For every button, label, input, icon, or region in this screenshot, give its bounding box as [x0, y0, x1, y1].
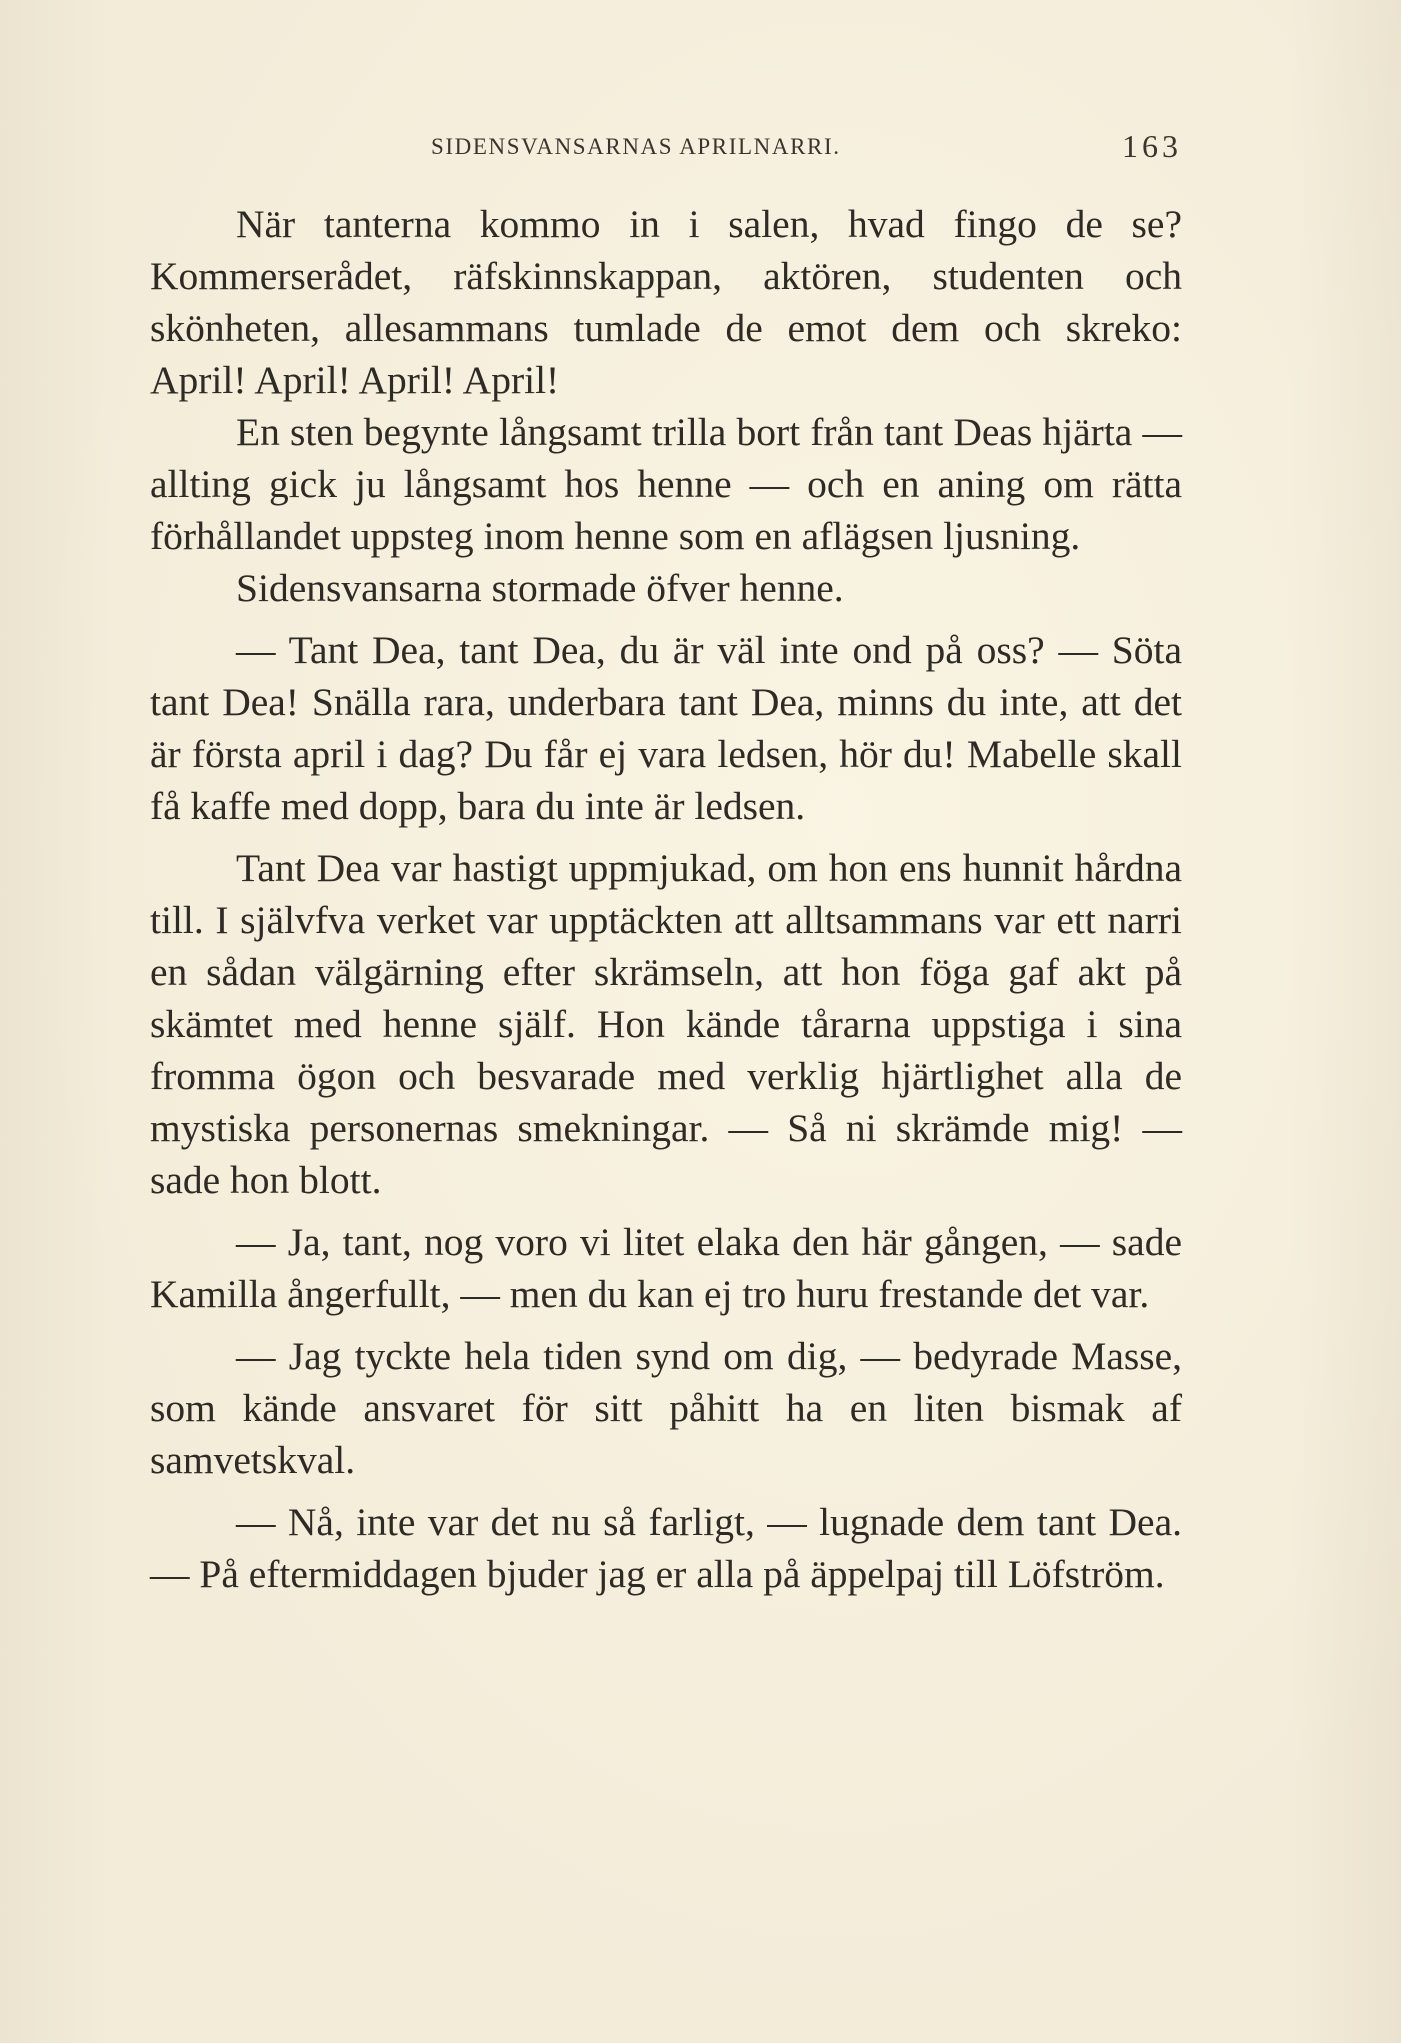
- paragraph-4: — Tant Dea, tant Dea, du är väl inte ond på oss? — Söta tant Dea! Snälla rara, underbara tant Dea, minns du inte, att det är första april i dag? Du får ej vara ledsen, hör du! Mabelle skall få kaffe med dopp, bara du inte är ledsen.: [150, 628, 1182, 828]
- running-head: [150, 128, 1182, 174]
- running-title: SIDENSVANSARNAS APRILNARRI.: [431, 134, 841, 159]
- body-text: [150, 198, 1182, 1600]
- page-number: 163: [1122, 128, 1182, 164]
- paragraph-6: — Ja, tant, nog voro vi litet elaka den här gången, — sade Kamilla ångerfullt, — men du kan ej tro huru frestande det var.: [150, 1220, 1182, 1316]
- paragraph-5: Tant Dea var hastigt uppmjukad, om hon ens hunnit hårdna till. I självfva verket var upptäckten att alltsammans var ett narri en sådan välgärning efter skrämseln, att hon föga gaf akt på skämtet med henne själf. Hon kände tårarna uppstiga i sina fromma ögon och besvarade med verklig hjärtlighet alla de mystiska personernas smekningar. — Så ni skrämde mig! — sade hon blott.: [150, 846, 1182, 1202]
- paragraph-8: — Nå, inte var det nu så farligt, — lugnade dem tant Dea. — På eftermiddagen bjuder jag er alla på äppelpaj till Löfström.: [150, 1500, 1182, 1596]
- paragraph-1: När tanterna kommo in i salen, hvad fingo de se? Kommerserådet, räfskinnskappan, aktören, studenten och skönheten, allesammans tumlade de emot dem och skreko: April! April! April! April!: [150, 202, 1182, 402]
- paragraph-7: — Jag tyckte hela tiden synd om dig, — bedyrade Masse, som kände ansvaret för sitt påhitt ha en liten bismak af samvetskval.: [150, 1334, 1182, 1482]
- paragraph-2: En sten begynte långsamt trilla bort från tant Deas hjärta — allting gick ju långsamt hos henne — och en aning om rätta förhållandet uppsteg inom henne som en aflägsen ljusning.: [150, 410, 1182, 558]
- paragraph-3: Sidensvansarna stormade öfver henne.: [236, 566, 844, 610]
